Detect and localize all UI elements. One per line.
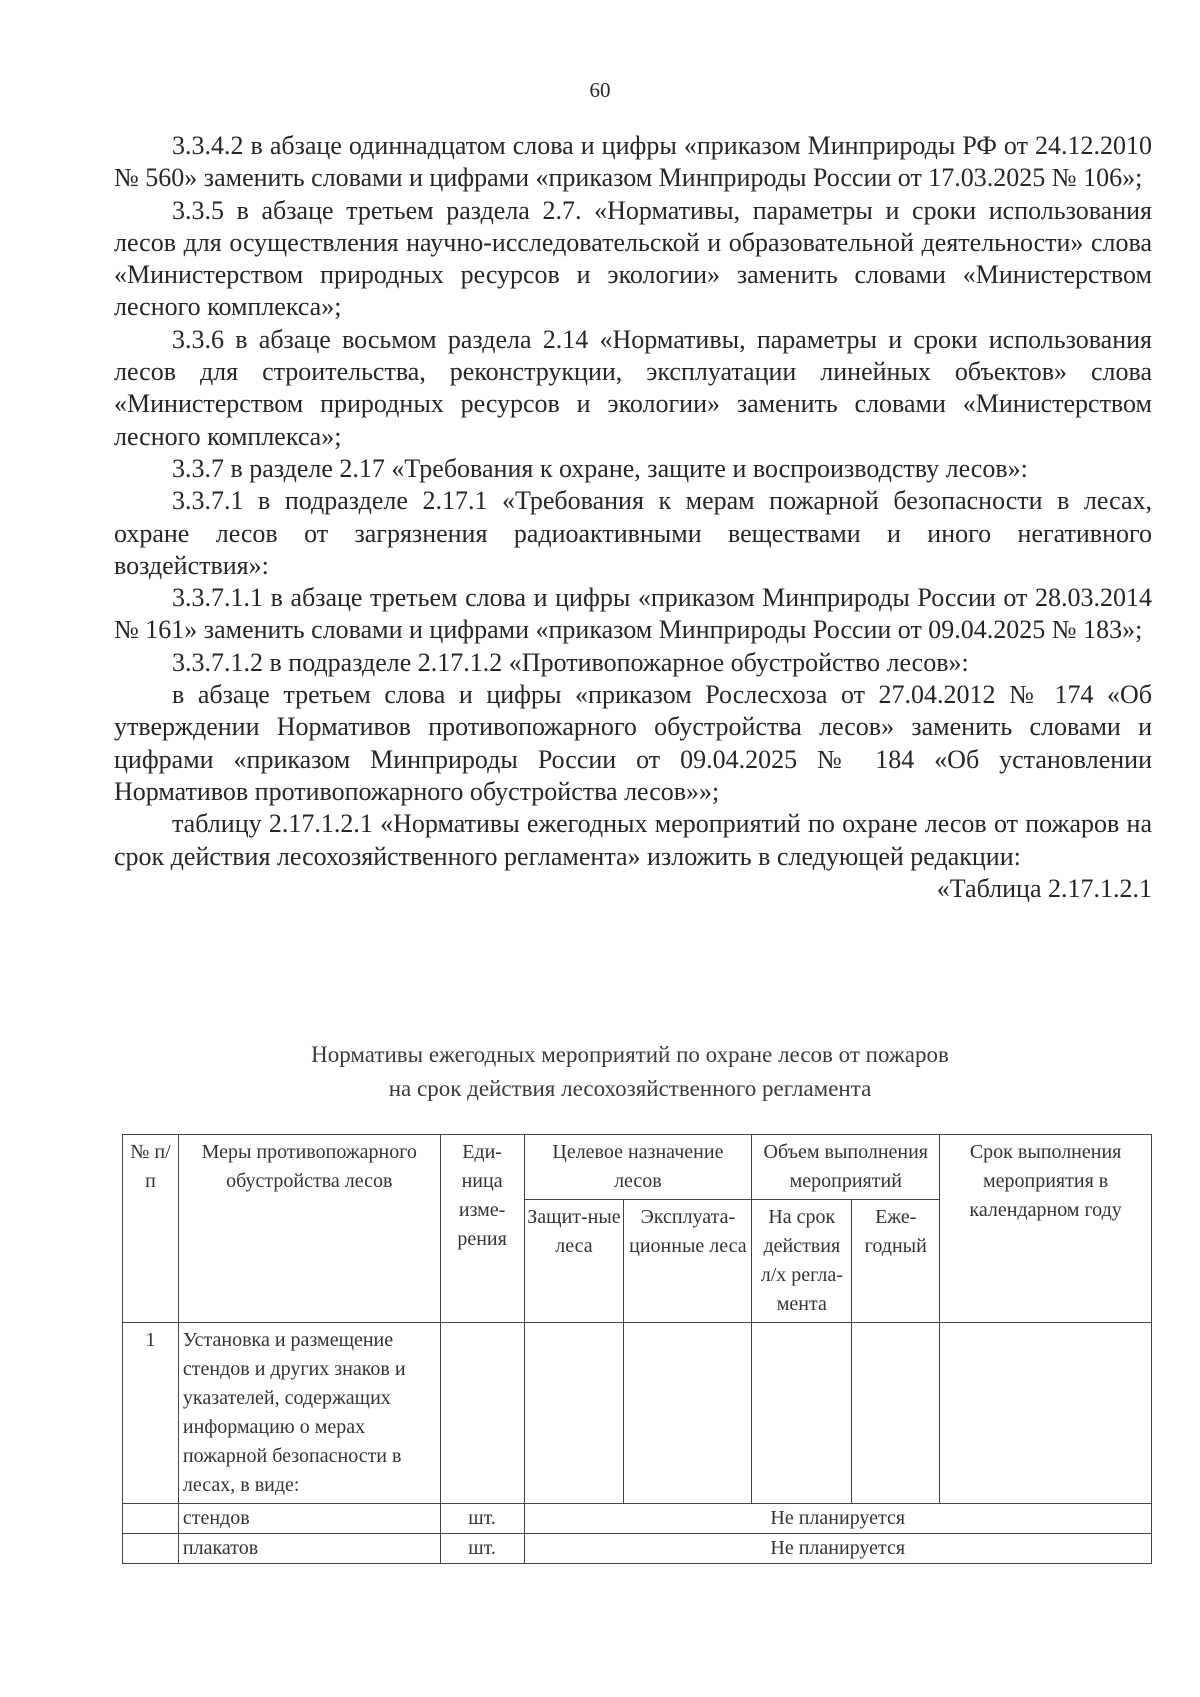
row-status: Не планируется — [524, 1534, 1151, 1564]
paragraph: в абзаце третьем слова и цифры «приказом Рослесхоза от 27.04.2012 № 174 «Об утверждении Нормативов противопожарного обустройства лесов» заменить словами и цифрами «приказом Минприроды России от 09.04.2025 № 184 «Об установлении Нормативов противопожарного обустройства лесов»»; — [114, 680, 1152, 806]
row-measure: плакатов — [178, 1534, 440, 1564]
row-unit: шт. — [440, 1504, 524, 1534]
paragraph: 3.3.7 в разделе 2.17 «Требования к охране, защите и воспроизводству лесов»: — [172, 453, 1028, 483]
header-deadline: Срок выполнения мероприятия в календарном году — [940, 1135, 1152, 1323]
header-for-term: На срок действия л/х регла-мента — [752, 1200, 852, 1323]
row-measure: стендов — [178, 1504, 440, 1534]
table-title-line: Нормативы ежегодных мероприятий по охране лесов от пожаров — [311, 1042, 949, 1067]
row-num: 1 — [123, 1323, 179, 1504]
header-exploitation: Эксплуата-ционные леса — [624, 1200, 752, 1323]
empty-cell — [123, 1504, 179, 1534]
table-title — [200, 1038, 1060, 1106]
row-unit: шт. — [440, 1534, 524, 1564]
header-measures: Меры противопожарного обустройства лесов — [178, 1135, 440, 1323]
norms-table — [122, 1134, 1152, 1564]
empty-cell — [752, 1323, 852, 1504]
page-number: 60 — [589, 78, 611, 102]
table-row — [123, 1323, 1152, 1504]
empty-cell — [624, 1323, 752, 1504]
document-body — [114, 130, 1152, 905]
empty-cell — [940, 1323, 1152, 1504]
header-unit: Еди-ница изме-рения — [440, 1135, 524, 1323]
table-row — [123, 1534, 1152, 1564]
header-volume: Объем выполнения мероприятий — [752, 1135, 940, 1200]
table-row — [123, 1504, 1152, 1534]
row-status: Не планируется — [524, 1504, 1151, 1534]
paragraph: 3.3.7.1.2 в подразделе 2.17.1.2 «Противопожарное обустройство лесов»: — [172, 647, 969, 677]
empty-cell — [123, 1534, 179, 1564]
empty-cell — [524, 1323, 624, 1504]
table-label: «Таблица 2.17.1.2.1 — [936, 873, 1152, 903]
paragraph: 3.3.7.1 в подразделе 2.17.1 «Требования к мерам пожарной безопасности в лесах, охране лесов от загрязнения радиоактивными веществами и иного негативного воздействия»: — [114, 486, 1152, 580]
table-header-row — [123, 1135, 1152, 1200]
row-measure: Установка и размещение стендов и других знаков и указателей, содержащих информацию о мерах пожарной безопасности в лесах, в виде: — [178, 1323, 440, 1504]
header-num: № п/п — [123, 1135, 179, 1323]
header-purpose: Целевое назначение лесов — [524, 1135, 752, 1200]
header-annual: Еже-годный — [852, 1200, 940, 1323]
table-title-line: на срок действия лесохозяйственного регламента — [388, 1076, 872, 1101]
paragraph: таблицу 2.17.1.2.1 «Нормативы ежегодных мероприятий по охране лесов от пожаров на срок действия лесохозяйственного регламента» изложить в следующей редакции: — [114, 809, 1152, 871]
paragraph: 3.3.7.1.1 в абзаце третьем слова и цифры «приказом Минприроды России от 28.03.2014 № 161» заменить словами и цифрами «приказом Минприроды России от 09.04.2025 № 183»; — [114, 583, 1152, 645]
header-protective: Защит-ные леса — [524, 1200, 624, 1323]
paragraph: 3.3.4.2 в абзаце одиннадцатом слова и цифры «приказом Минприроды РФ от 24.12.2010 № 560» заменить словами и цифрами «приказом Минприроды России от 17.03.2025 № 106»; — [114, 131, 1152, 193]
empty-cell — [852, 1323, 940, 1504]
empty-cell — [440, 1323, 524, 1504]
paragraph: 3.3.5 в абзаце третьем раздела 2.7. «Нормативы, параметры и сроки использования лесов для осуществления научно-исследовательской и образовательной деятельности» слова «Министерством природных ресурсов и экологии» заменить словами «Министерством лесного комплекса»; — [114, 195, 1152, 322]
paragraph: 3.3.6 в абзаце восьмом раздела 2.14 «Нормативы, параметры и сроки использования лесов для строительства, реконструкции, эксплуатации линейных объектов» слова «Министерством природных ресурсов и экологии» заменить словами «Министерством лесного комплекса»; — [114, 324, 1152, 451]
